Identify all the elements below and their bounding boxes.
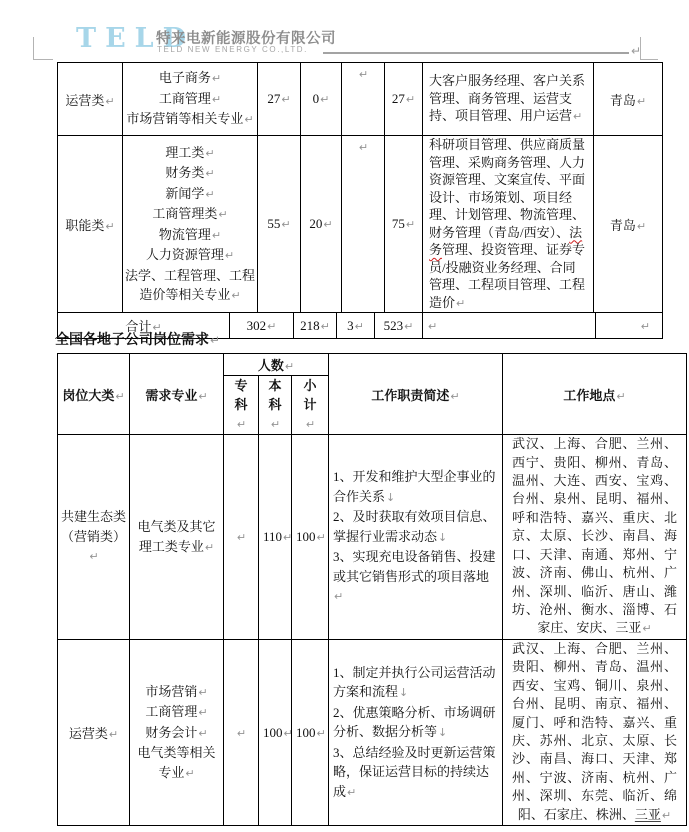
subtotal-cell xyxy=(292,435,329,640)
location-text: 武汉、上海、合肥、兰州、贵阳、柳州、青岛、温州、西安、宝鸡、铜川、泉州、台州、昆明、南京、福州、厦门、呼和浩特、嘉兴、重庆、苏州、北京、太原、长沙、南昌、海口、天津、郑州、宁波、济南、杭州、广州、深圳、东莞、临沂、绵阳、石家庄、株洲、 xyxy=(512,641,677,822)
headquarters-positions-table-wrap xyxy=(57,62,663,339)
header-subtotal xyxy=(292,376,329,435)
margin-mark-topleft-vertical xyxy=(33,37,34,60)
margin-mark-topleft-horizontal xyxy=(33,59,53,60)
total-blank-cell xyxy=(337,313,375,339)
empty-paragraph xyxy=(228,529,254,545)
junior-count-cell xyxy=(224,435,259,640)
blank-cell xyxy=(342,136,385,313)
junior-count-cell xyxy=(258,136,301,313)
total-label: 合计 ↵ xyxy=(125,319,161,334)
duties-cell xyxy=(423,136,594,313)
table-row-operations xyxy=(58,640,687,826)
category-label: 运营类 ↵ xyxy=(69,726,118,741)
bachelor-count-cell xyxy=(301,136,342,313)
category-label: 运营类 ↵ xyxy=(65,93,114,108)
majors-list xyxy=(132,682,221,784)
empty-paragraph xyxy=(228,725,254,741)
text-line: 工商管理 ↵ xyxy=(125,89,255,110)
category-cell xyxy=(58,640,130,826)
subtotal-count: 75 ↵ xyxy=(392,216,415,231)
bachelor-count: 100 ↵ xyxy=(263,725,292,740)
header-rule xyxy=(323,52,629,54)
blank-cell xyxy=(342,63,385,136)
subtotal-cell xyxy=(385,136,423,313)
majors-cell xyxy=(123,63,258,136)
total-empty-duties-cell xyxy=(423,313,596,339)
company-name-cn: 特来电新能源股份有限公司 xyxy=(156,31,336,47)
duties-part: 管理、投资管理、证券专员/投融资业务经理、合同管理、工程项目管理、工程造价 ↵ xyxy=(429,242,585,310)
major-cell xyxy=(130,435,224,640)
duty-cell xyxy=(329,640,503,826)
subsidiaries-positions-table xyxy=(57,353,687,826)
location-label: 青岛 ↵ xyxy=(610,93,646,108)
total-bachelor: 218 ↵ xyxy=(300,318,330,333)
subtotal-count: 100 ↵ xyxy=(296,529,326,544)
header-category xyxy=(58,354,130,435)
bachelor-count: 20 ↵ xyxy=(309,216,332,231)
total-subtotal-cell xyxy=(375,313,423,339)
bachelor-count: 110 ↵ xyxy=(263,529,292,544)
table-row-functional xyxy=(58,136,663,313)
header-label: 专科 ↵ xyxy=(234,376,248,434)
text-line: 人力资源管理 ↵ xyxy=(125,245,255,266)
text-line: 2、及时获取有效项目信息、掌握行业需求动态 ↓ xyxy=(333,507,498,547)
category-label: 共建生态类（营销类） ↵ xyxy=(61,509,126,563)
table-row-ecosystem xyxy=(58,435,687,640)
header-label: 工作地点 ↵ xyxy=(563,388,625,403)
duties-part: 科研项目管理、供应商质量管理、采购商务管理、人力资源管理、文案宣传、平面设计、市场策划、项目经理、计划管理、物流管理、财务管理（青岛/西安）、 xyxy=(429,137,586,240)
location-text: 武汉、上海、合肥、兰州、西宁、贵阳、柳州、青岛、温州、大连、西安、宝鸡、台州、泉州、昆明、福州、呼和浩特、嘉兴、重庆、北京、太原、长沙、南昌、海口、天津、南通、郑州、宁波、济南、佛山、杭州、广州、深圳、临沂、唐山、潍坊、沧州、衡水、淄博、石家庄、安庆、三亚 xyxy=(512,436,677,636)
header-label: 需求专业 ↵ xyxy=(145,388,207,403)
bachelor-count: 0 ↵ xyxy=(313,91,330,106)
header-label: 小计 ↵ xyxy=(303,376,317,434)
subtotal-count: 27 ↵ xyxy=(392,91,415,106)
text-line: 2、优惠策略分析、市场调研分析、数据分析等 ↓ xyxy=(333,703,498,743)
duty-list xyxy=(333,467,498,607)
margin-mark-topright-horizontal xyxy=(640,59,658,60)
header-count xyxy=(224,354,329,376)
subsidiaries-positions-table-wrap xyxy=(57,353,687,826)
header-junior-college xyxy=(224,376,259,435)
text-line: 电气类等相关专业 ↵ xyxy=(132,743,221,783)
location-cell xyxy=(503,640,687,826)
location-list xyxy=(512,435,677,638)
text-line: 工商管理 ↵ xyxy=(132,702,221,723)
text-line: 法学、工程管理、工程造价等相关专业 ↵ xyxy=(125,266,255,306)
location-cell xyxy=(503,435,687,640)
header-row-1 xyxy=(58,354,687,376)
majors-cell xyxy=(123,136,258,313)
header-label: 本科 ↵ xyxy=(268,376,282,434)
header-label: 岗位大类 ↵ xyxy=(62,388,124,403)
category-cell xyxy=(58,435,130,640)
duties-text xyxy=(429,136,587,312)
subtotal-cell xyxy=(385,63,423,136)
section-title: 全国各地子公司岗位需求 ↵ xyxy=(55,329,220,349)
subtotal-cell xyxy=(292,640,329,826)
duty-list xyxy=(333,663,498,803)
empty-paragraph xyxy=(427,318,437,333)
spellcheck-underlined-text: 法务 xyxy=(429,224,583,257)
location-cell xyxy=(594,63,663,136)
paragraph-mark: ↵ xyxy=(631,44,642,58)
text-line: 电子商务 ↵ xyxy=(125,68,255,89)
category-cell xyxy=(58,136,123,313)
location-label: 青岛 ↵ xyxy=(610,218,646,233)
bachelor-count-cell xyxy=(259,640,292,826)
major-cell xyxy=(130,640,224,826)
text-line: 理工类 ↵ xyxy=(125,143,255,164)
subtotal-count: 100 ↵ xyxy=(296,725,326,740)
headquarters-positions-table xyxy=(57,62,663,313)
junior-count-cell xyxy=(224,640,259,826)
major-label: 电气类及其它理工类专业 ↵ xyxy=(137,519,215,554)
junior-count: 55 ↵ xyxy=(267,216,290,231)
text-line: 3、实现充电设备销售、投建或其它销售形式的项目落地 ↵ xyxy=(333,547,498,607)
total-subtotal: 523 ↵ xyxy=(384,318,414,333)
header-label: 人数 ↵ xyxy=(258,358,294,373)
empty-paragraph xyxy=(640,318,650,333)
bachelor-count-cell xyxy=(259,435,292,640)
header-major xyxy=(130,354,224,435)
company-name-en: TELD NEW ENERGY CO.,LTD. xyxy=(157,45,309,54)
text-line: 工商管理类 ↵ xyxy=(125,204,255,225)
text-line: 3、总结经验及时更新运营策略，保证运营目标的持续达成 ↵ xyxy=(333,743,498,803)
junior-count-cell xyxy=(258,63,301,136)
junior-count: 27 ↵ xyxy=(267,91,290,106)
text-line: 财务会计 ↵ xyxy=(132,723,221,744)
total-junior-cell xyxy=(230,313,294,339)
location-underlined-text: 三亚 xyxy=(634,806,661,822)
text-line: 新闻学 ↵ xyxy=(125,184,255,205)
text-line: 市场营销等相关专业 ↵ xyxy=(125,109,255,130)
majors-list xyxy=(125,68,255,130)
text-line: 物流管理 ↵ xyxy=(125,225,255,246)
header-location xyxy=(503,354,687,435)
duties-cell xyxy=(423,63,594,136)
location-list xyxy=(512,640,677,825)
total-bachelor-cell xyxy=(294,313,337,339)
duties-text: 大客户服务经理、客户关系管理、商务管理、运营支持、项目管理、用户运营 ↵ xyxy=(429,73,585,123)
bachelor-count-cell xyxy=(301,63,342,136)
header-label: 工作职责简述 ↵ xyxy=(371,388,459,403)
header-duty xyxy=(329,354,503,435)
header-bachelor xyxy=(259,376,292,435)
total-empty-location-cell xyxy=(596,313,663,339)
majors-list xyxy=(125,143,255,306)
text-line: 市场营销 ↵ xyxy=(132,682,221,703)
text-line: 1、开发和维护大型企事业的合作关系 ↓ xyxy=(333,467,498,507)
empty-paragraph xyxy=(346,66,380,82)
text-line: 1、制定并执行公司运营活动方案和流程 ↓ xyxy=(333,663,498,703)
total-junior: 302 ↵ xyxy=(247,318,277,333)
table-row-operations xyxy=(58,63,663,136)
total-blank-count: 3 ↵ xyxy=(347,318,364,333)
empty-paragraph xyxy=(346,139,380,155)
duty-cell xyxy=(329,435,503,640)
category-label: 职能类 ↵ xyxy=(65,218,114,233)
text-line: 财务类 ↵ xyxy=(125,163,255,184)
teld-logo: TELD xyxy=(76,23,196,54)
category-cell xyxy=(58,63,123,136)
location-cell xyxy=(594,136,663,313)
